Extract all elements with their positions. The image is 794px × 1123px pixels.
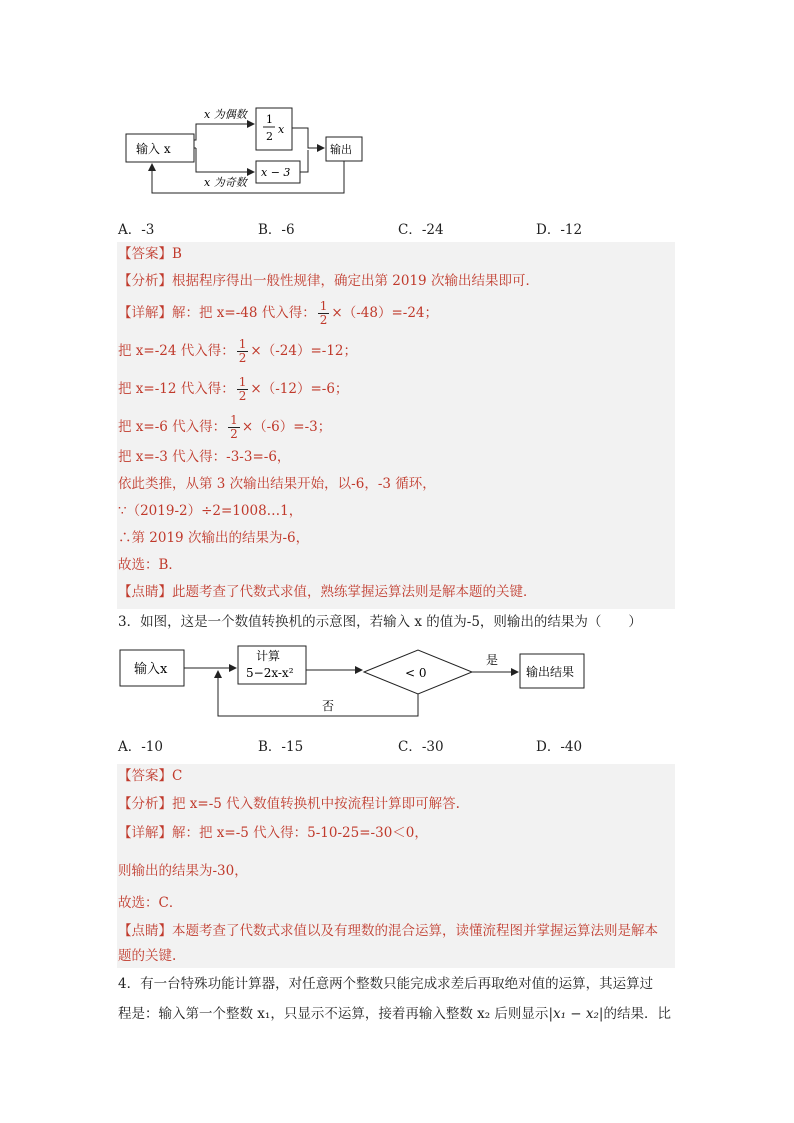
q2-comment: 【点睛】此题考查了代数式求值，熟练掌握运算法则是解本题的关键． bbox=[118, 584, 537, 600]
q3-comment: 【点睛】本题考查了代数式求值以及有理数的混合运算，读懂流程图并掌握运算法则是解本 bbox=[118, 923, 658, 939]
svg-text:x: x bbox=[278, 123, 285, 136]
q3-yes-label: 是 bbox=[486, 653, 499, 667]
q3-stem: 3．如图，这是一个数值转换机的示意图，若输入 x 的值为-5，则输出的结果为（ ） bbox=[118, 614, 642, 630]
q3-analysis: 【分析】把 x=-5 代入数值转换机中按流程计算即可解答. bbox=[118, 796, 460, 812]
svg-text:< 0: < 0 bbox=[405, 666, 427, 680]
output-label: 输出 bbox=[330, 143, 352, 156]
q3-answer: 【答案】C bbox=[118, 768, 183, 784]
q2-line-9: 故选：B． bbox=[118, 557, 182, 573]
q2-detail-line-1: 【详解】解：把 x=-48 代入得： $\frac{1}{2}$ ×（-48）=-24； bbox=[118, 299, 438, 327]
q3-input-label: 输入x bbox=[134, 662, 168, 677]
svg-text:计算: 计算 bbox=[256, 649, 281, 663]
q2-option-d: D．-12 bbox=[536, 222, 583, 238]
q3-option-a: A．-10 bbox=[118, 739, 163, 755]
input-label: 输入 x bbox=[136, 142, 171, 156]
q3-line-choice: 故选：C． bbox=[118, 895, 183, 911]
svg-text:1: 1 bbox=[266, 113, 273, 126]
q3-option-d: D．-40 bbox=[536, 739, 583, 755]
odd-label: x 为奇数 bbox=[204, 176, 247, 189]
q3-option-b: B．-15 bbox=[258, 739, 304, 755]
q2-option-b: B．-6 bbox=[258, 222, 295, 238]
q2-option-c: C．-24 bbox=[398, 222, 444, 238]
q4-line-1: 4．有一台特殊功能计算器，对任意两个整数只能完成求差后再取绝对值的运算，其运算过 bbox=[118, 976, 654, 992]
q2-line-8: ∴第 2019 次输出的结果为-6， bbox=[118, 530, 310, 546]
q3-comment-line-2: 题的关键. bbox=[118, 948, 177, 964]
q3-detail: 【详解】解：把 x=-5 代入得：5-10-25=-30＜0， bbox=[118, 825, 428, 841]
svg-text:5−2x-x²: 5−2x-x² bbox=[246, 666, 294, 680]
svg-text:x − 3: x − 3 bbox=[261, 166, 291, 179]
svg-text:输出结果: 输出结果 bbox=[526, 665, 575, 679]
q4-line-2: 程是：输入第一个整数 x₁，只显示不运算，接着再输入整数 x₂ 后则显示|x₁ − x₂|的结果．比 bbox=[118, 1006, 671, 1022]
q2-option-a: A．-3 bbox=[118, 222, 155, 238]
q2-detail-line-3: 把 x=-12 代入得： $\frac{1}{2}$ ×（-12）=-6； bbox=[118, 375, 349, 403]
q2-line-7: ∵（2019-2）÷2=1008…1， bbox=[118, 503, 303, 519]
q3-line-result: 则输出的结果为-30， bbox=[118, 863, 248, 879]
q2-answer: 【答案】B bbox=[118, 246, 182, 262]
q3-option-c: C．-30 bbox=[398, 739, 444, 755]
even-label: x 为偶数 bbox=[204, 108, 247, 121]
figure-1-flowchart bbox=[118, 100, 378, 200]
q2-line-6: 依此类推，从第 3 次输出结果开始，以-6，-3 循环， bbox=[118, 476, 436, 492]
abs-expression: |x₁ − x₂| bbox=[548, 1006, 604, 1022]
q2-detail-line-2: 把 x=-24 代入得： $\frac{1}{2}$ ×（-24）=-12； bbox=[118, 337, 357, 365]
svg-text:2: 2 bbox=[266, 130, 273, 143]
q2-detail-line-4: 把 x=-6 代入得： $\frac{1}{2}$ ×（-6）=-3； bbox=[118, 413, 332, 441]
half-box bbox=[256, 108, 292, 150]
figure-3-flowchart bbox=[118, 640, 598, 722]
q2-analysis: 【分析】根据程序得出一般性规律，确定出第 2019 次输出结果即可． bbox=[118, 273, 539, 289]
q2-line-5: 把 x=-3 代入得：-3-3=-6， bbox=[118, 449, 291, 465]
q3-no-label: 否 bbox=[322, 699, 335, 713]
